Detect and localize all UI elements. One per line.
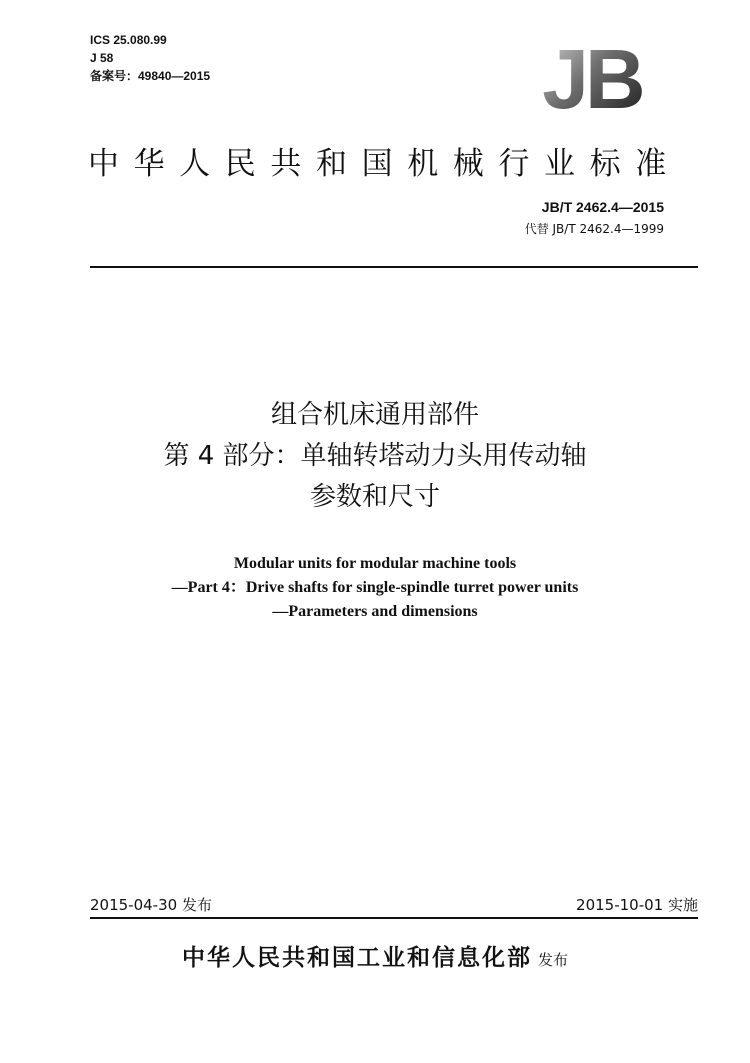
issuer-suffix: 发布 <box>537 951 568 969</box>
english-title-line-2: —Part 4：Drive shafts for single-spindle turret power units <box>171 579 579 596</box>
publication-date: 2015-04-30 发布 <box>90 896 212 914</box>
chinese-title <box>0 395 750 518</box>
jb-logo <box>526 42 658 114</box>
chinese-title-line-2: 第 4 部分：单轴转塔动力头用传动轴 <box>163 441 587 471</box>
implementation-date: 2015-10-01 实施 <box>576 896 698 914</box>
chinese-title-line-1: 组合机床通用部件 <box>270 400 479 430</box>
category-title: 中华人民共和国机械行业标准 <box>88 146 681 182</box>
filing-number: 备案号：49840—2015 <box>90 69 211 83</box>
english-title-line-3: —Parameters and dimensions <box>272 603 478 620</box>
english-title-line-1: Modular units for modular machine tools <box>233 555 517 572</box>
issuing-authority <box>0 939 750 972</box>
footer-divider <box>90 917 698 919</box>
issuer-name: 中华人民共和国工业和信息化部 <box>181 945 532 971</box>
classification-block <box>90 32 210 86</box>
ccs-code: J 58 <box>90 51 114 65</box>
replaced-standard: 代替 JB/T 2462.4—1999 <box>524 222 664 236</box>
ics-code: ICS 25.080.99 <box>90 33 167 47</box>
standard-number: JB/T 2462.4—2015 <box>541 199 664 215</box>
logo-text: JB <box>542 42 642 114</box>
chinese-title-line-3: 参数和尺寸 <box>309 482 440 512</box>
english-title <box>0 552 750 624</box>
header-divider <box>90 266 698 268</box>
